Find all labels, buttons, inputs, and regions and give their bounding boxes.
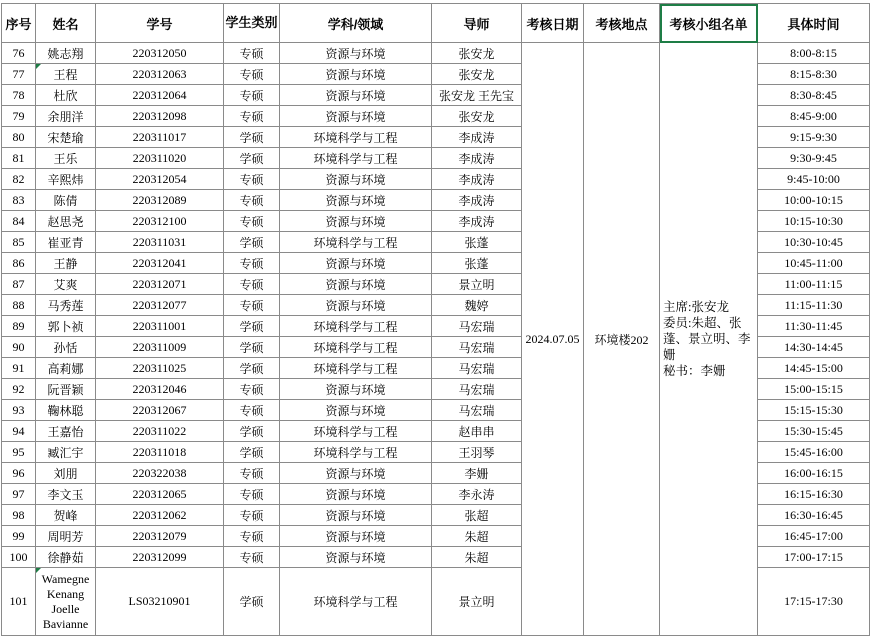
cell-student-type[interactable]: 学硕: [224, 127, 280, 148]
cell-discipline[interactable]: 环境科学与工程: [280, 148, 432, 169]
cell-discipline[interactable]: 资源与环境: [280, 274, 432, 295]
cell-discipline[interactable]: 环境科学与工程: [280, 127, 432, 148]
cell-advisor[interactable]: 李姗: [432, 463, 522, 484]
cell-student-id[interactable]: 220312054: [96, 169, 224, 190]
cell-name[interactable]: 杜欣: [36, 85, 96, 106]
cell-advisor[interactable]: 李成涛: [432, 148, 522, 169]
cell-student-type[interactable]: 专硕: [224, 43, 280, 64]
cell-advisor[interactable]: 李永涛: [432, 484, 522, 505]
cell-student-id[interactable]: 220312065: [96, 484, 224, 505]
cell-student-id[interactable]: 220312046: [96, 379, 224, 400]
cell-student-id[interactable]: 220312077: [96, 295, 224, 316]
defense-schedule-table: [1, 3, 870, 636]
cell-advisor[interactable]: 张蓬: [432, 253, 522, 274]
cell-advisor[interactable]: 王羽琴: [432, 442, 522, 463]
cell-name[interactable]: 臧汇宇: [36, 442, 96, 463]
cell-student-type[interactable]: 专硕: [224, 463, 280, 484]
cell-no[interactable]: 101: [2, 568, 36, 636]
cell-discipline[interactable]: 资源与环境: [280, 547, 432, 568]
cell-no[interactable]: 78: [2, 85, 36, 106]
cell-student-type[interactable]: 学硕: [224, 358, 280, 379]
cell-student-id[interactable]: 220311018: [96, 442, 224, 463]
cell-advisor[interactable]: 张安龙 王先宝: [432, 85, 522, 106]
cell-student-type[interactable]: 专硕: [224, 274, 280, 295]
cell-time[interactable]: 14:45-15:00: [758, 358, 870, 379]
cell-no[interactable]: 93: [2, 400, 36, 421]
cell-name[interactable]: 高莉娜: [36, 358, 96, 379]
cell-student-id[interactable]: 220311017: [96, 127, 224, 148]
cell-name[interactable]: 艾爽: [36, 274, 96, 295]
cell-advisor[interactable]: 马宏瑞: [432, 337, 522, 358]
cell-student-id[interactable]: 220322038: [96, 463, 224, 484]
cell-advisor[interactable]: 张超: [432, 505, 522, 526]
cell-discipline[interactable]: 资源与环境: [280, 463, 432, 484]
cell-student-id[interactable]: 220312063: [96, 64, 224, 85]
cell-time[interactable]: 17:15-17:30: [758, 568, 870, 636]
cell-no[interactable]: 91: [2, 358, 36, 379]
cell-advisor[interactable]: 张蓬: [432, 232, 522, 253]
cell-discipline[interactable]: 资源与环境: [280, 484, 432, 505]
cell-advisor[interactable]: 朱超: [432, 547, 522, 568]
cell-student-id[interactable]: 220312079: [96, 526, 224, 547]
cell-time[interactable]: 8:45-9:00: [758, 106, 870, 127]
cell-name[interactable]: 李文玉: [36, 484, 96, 505]
cell-no[interactable]: 82: [2, 169, 36, 190]
cell-discipline[interactable]: 环境科学与工程: [280, 232, 432, 253]
cell-student-type[interactable]: 专硕: [224, 253, 280, 274]
cell-student-type[interactable]: 学硕: [224, 442, 280, 463]
cell-student-id[interactable]: 220311020: [96, 148, 224, 169]
cell-time[interactable]: 8:00-8:15: [758, 43, 870, 64]
cell-advisor[interactable]: 李成涛: [432, 190, 522, 211]
cell-name[interactable]: 马秀莲: [36, 295, 96, 316]
cell-no[interactable]: 84: [2, 211, 36, 232]
cell-name[interactable]: 孙恬: [36, 337, 96, 358]
cell-advisor[interactable]: 李成涛: [432, 169, 522, 190]
cell-time[interactable]: 16:30-16:45: [758, 505, 870, 526]
cell-no[interactable]: 90: [2, 337, 36, 358]
cell-time[interactable]: 15:15-15:30: [758, 400, 870, 421]
cell-no[interactable]: 80: [2, 127, 36, 148]
cell-time[interactable]: 10:00-10:15: [758, 190, 870, 211]
cell-student-type[interactable]: 专硕: [224, 169, 280, 190]
cell-advisor[interactable]: 李成涛: [432, 211, 522, 232]
cell-name[interactable]: 徐静茹: [36, 547, 96, 568]
cell-name[interactable]: 王静: [36, 253, 96, 274]
cell-student-id[interactable]: 220311009: [96, 337, 224, 358]
cell-advisor[interactable]: 马宏瑞: [432, 358, 522, 379]
cell-student-id[interactable]: 220312071: [96, 274, 224, 295]
cell-name[interactable]: 鞠林聪: [36, 400, 96, 421]
header-row: [2, 4, 870, 43]
cell-no[interactable]: 87: [2, 274, 36, 295]
cell-student-type[interactable]: 专硕: [224, 379, 280, 400]
cell-student-type[interactable]: 专硕: [224, 85, 280, 106]
header-time[interactable]: 具体时间: [758, 4, 870, 43]
cell-advisor[interactable]: 朱超: [432, 526, 522, 547]
cell-time[interactable]: 9:30-9:45: [758, 148, 870, 169]
cell-no[interactable]: 79: [2, 106, 36, 127]
cell-no[interactable]: 100: [2, 547, 36, 568]
cell-time[interactable]: 11:30-11:45: [758, 316, 870, 337]
header-no[interactable]: 序号: [2, 4, 36, 43]
cell-name[interactable]: 刘朋: [36, 463, 96, 484]
committee-members: 委员:朱超、张蓬、景立明、李姗: [663, 316, 751, 362]
cell-no[interactable]: 81: [2, 148, 36, 169]
cell-student-id[interactable]: 220311025: [96, 358, 224, 379]
cell-time[interactable]: 10:45-11:00: [758, 253, 870, 274]
cell-no[interactable]: 86: [2, 253, 36, 274]
cell-no[interactable]: 89: [2, 316, 36, 337]
cell-time[interactable]: 8:30-8:45: [758, 85, 870, 106]
cell-discipline[interactable]: 环境科学与工程: [280, 421, 432, 442]
cell-time[interactable]: 15:00-15:15: [758, 379, 870, 400]
cell-advisor[interactable]: 魏婷: [432, 295, 522, 316]
cell-student-id[interactable]: 220312041: [96, 253, 224, 274]
cell-no[interactable]: 94: [2, 421, 36, 442]
cell-no[interactable]: 83: [2, 190, 36, 211]
cell-student-type[interactable]: 学硕: [224, 568, 280, 636]
cell-advisor[interactable]: 张安龙: [432, 64, 522, 85]
cell-student-type[interactable]: 专硕: [224, 64, 280, 85]
cell-discipline[interactable]: 环境科学与工程: [280, 316, 432, 337]
cell-exam-location[interactable]: 环境楼202: [584, 43, 660, 636]
cell-student-id[interactable]: 220312050: [96, 43, 224, 64]
cell-committee[interactable]: [660, 43, 758, 636]
cell-time[interactable]: 15:45-16:00: [758, 442, 870, 463]
cell-no[interactable]: 95: [2, 442, 36, 463]
cell-name[interactable]: 王程: [36, 64, 96, 85]
cell-advisor[interactable]: 张安龙: [432, 43, 522, 64]
header-student-type[interactable]: 学生类别: [224, 4, 280, 43]
cell-student-type[interactable]: 学硕: [224, 148, 280, 169]
cell-student-id[interactable]: 220312100: [96, 211, 224, 232]
cell-student-type[interactable]: 学硕: [224, 337, 280, 358]
cell-discipline[interactable]: 资源与环境: [280, 43, 432, 64]
cell-time[interactable]: 9:15-9:30: [758, 127, 870, 148]
cell-discipline[interactable]: 资源与环境: [280, 211, 432, 232]
cell-student-type[interactable]: 专硕: [224, 400, 280, 421]
cell-time[interactable]: 11:00-11:15: [758, 274, 870, 295]
cell-no[interactable]: 76: [2, 43, 36, 64]
table-row: [2, 43, 870, 64]
cell-time[interactable]: 15:30-15:45: [758, 421, 870, 442]
cell-name[interactable]: 余朋洋: [36, 106, 96, 127]
cell-student-id[interactable]: 220311031: [96, 232, 224, 253]
header-exam-date[interactable]: 考核日期: [522, 4, 584, 43]
cell-discipline[interactable]: 资源与环境: [280, 295, 432, 316]
cell-name[interactable]: 赵思尧: [36, 211, 96, 232]
cell-name[interactable]: 王嘉怡: [36, 421, 96, 442]
header-student-id[interactable]: 学号: [96, 4, 224, 43]
header-advisor[interactable]: 导师: [432, 4, 522, 43]
cell-no[interactable]: 99: [2, 526, 36, 547]
cell-discipline[interactable]: 资源与环境: [280, 169, 432, 190]
cell-student-type[interactable]: 学硕: [224, 316, 280, 337]
committee-chair: 主席:张安龙: [663, 300, 729, 314]
cell-name[interactable]: 姚志翔: [36, 43, 96, 64]
cell-student-id[interactable]: 220312099: [96, 547, 224, 568]
cell-advisor[interactable]: 景立明: [432, 568, 522, 636]
cell-advisor[interactable]: 赵串串: [432, 421, 522, 442]
cell-name[interactable]: 阮晋颖: [36, 379, 96, 400]
cell-student-id[interactable]: 220312067: [96, 400, 224, 421]
cell-student-type[interactable]: 学硕: [224, 421, 280, 442]
cell-discipline[interactable]: 环境科学与工程: [280, 337, 432, 358]
cell-student-id[interactable]: 220312062: [96, 505, 224, 526]
cell-advisor[interactable]: 马宏瑞: [432, 379, 522, 400]
cell-advisor[interactable]: 李成涛: [432, 127, 522, 148]
cell-advisor[interactable]: 马宏瑞: [432, 400, 522, 421]
cell-advisor[interactable]: 景立明: [432, 274, 522, 295]
cell-no[interactable]: 77: [2, 64, 36, 85]
cell-name[interactable]: 崔亚青: [36, 232, 96, 253]
header-committee[interactable]: 考核小组名单: [660, 4, 758, 43]
cell-discipline[interactable]: 资源与环境: [280, 400, 432, 421]
cell-name[interactable]: Wamegne Kenang Joelle Bavianne: [36, 568, 96, 636]
cell-name[interactable]: 辛熙炜: [36, 169, 96, 190]
committee-secretary: 秘书：李姗: [663, 364, 726, 378]
cell-time[interactable]: 16:15-16:30: [758, 484, 870, 505]
cell-no[interactable]: 88: [2, 295, 36, 316]
cell-no[interactable]: 98: [2, 505, 36, 526]
cell-student-type[interactable]: 专硕: [224, 505, 280, 526]
cell-discipline[interactable]: 资源与环境: [280, 379, 432, 400]
cell-time[interactable]: 11:15-11:30: [758, 295, 870, 316]
cell-time[interactable]: 16:00-16:15: [758, 463, 870, 484]
cell-name[interactable]: 郭卜祯: [36, 316, 96, 337]
cell-student-type[interactable]: 专硕: [224, 526, 280, 547]
cell-time[interactable]: 8:15-8:30: [758, 64, 870, 85]
cell-name[interactable]: 周明芳: [36, 526, 96, 547]
cell-time[interactable]: 17:00-17:15: [758, 547, 870, 568]
cell-no[interactable]: 96: [2, 463, 36, 484]
cell-advisor[interactable]: 马宏瑞: [432, 316, 522, 337]
cell-no[interactable]: 85: [2, 232, 36, 253]
cell-student-id[interactable]: 220311001: [96, 316, 224, 337]
cell-discipline[interactable]: 资源与环境: [280, 505, 432, 526]
cell-advisor[interactable]: 张安龙: [432, 106, 522, 127]
cell-discipline[interactable]: 资源与环境: [280, 85, 432, 106]
table-body: [2, 43, 870, 636]
cell-time[interactable]: 10:15-10:30: [758, 211, 870, 232]
cell-discipline[interactable]: 环境科学与工程: [280, 358, 432, 379]
cell-discipline[interactable]: 资源与环境: [280, 106, 432, 127]
cell-discipline[interactable]: 环境科学与工程: [280, 568, 432, 636]
cell-name[interactable]: 贺峰: [36, 505, 96, 526]
cell-student-type[interactable]: 专硕: [224, 295, 280, 316]
cell-discipline[interactable]: 环境科学与工程: [280, 442, 432, 463]
header-exam-location[interactable]: 考核地点: [584, 4, 660, 43]
cell-student-id[interactable]: LS03210901: [96, 568, 224, 636]
cell-discipline[interactable]: 资源与环境: [280, 190, 432, 211]
cell-student-type[interactable]: 专硕: [224, 484, 280, 505]
cell-student-type[interactable]: 专硕: [224, 106, 280, 127]
cell-student-id[interactable]: 220311022: [96, 421, 224, 442]
cell-no[interactable]: 97: [2, 484, 36, 505]
cell-discipline[interactable]: 资源与环境: [280, 64, 432, 85]
cell-discipline[interactable]: 资源与环境: [280, 526, 432, 547]
header-name[interactable]: 姓名: [36, 4, 96, 43]
cell-discipline[interactable]: 资源与环境: [280, 253, 432, 274]
header-discipline[interactable]: 学科/领域: [280, 4, 432, 43]
cell-exam-date[interactable]: 2024.07.05: [522, 43, 584, 636]
cell-name[interactable]: 陈倩: [36, 190, 96, 211]
cell-time[interactable]: 10:30-10:45: [758, 232, 870, 253]
cell-student-id[interactable]: 220312089: [96, 190, 224, 211]
cell-time[interactable]: 14:30-14:45: [758, 337, 870, 358]
cell-student-type[interactable]: 专硕: [224, 190, 280, 211]
cell-name[interactable]: 王乐: [36, 148, 96, 169]
cell-student-id[interactable]: 220312064: [96, 85, 224, 106]
cell-no[interactable]: 92: [2, 379, 36, 400]
cell-student-type[interactable]: 学硕: [224, 232, 280, 253]
cell-name[interactable]: 宋楚瑜: [36, 127, 96, 148]
cell-student-type[interactable]: 专硕: [224, 547, 280, 568]
cell-student-id[interactable]: 220312098: [96, 106, 224, 127]
cell-time[interactable]: 9:45-10:00: [758, 169, 870, 190]
cell-student-type[interactable]: 专硕: [224, 211, 280, 232]
cell-time[interactable]: 16:45-17:00: [758, 526, 870, 547]
